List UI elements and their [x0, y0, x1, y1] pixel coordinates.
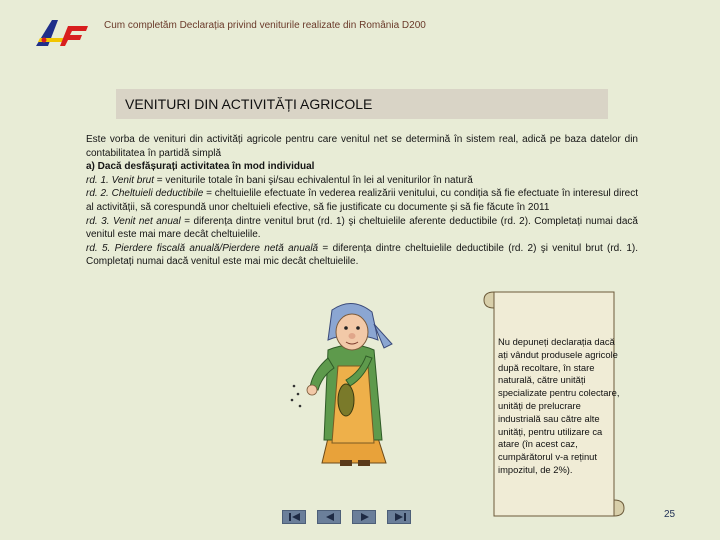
rd2-text: = cheltuielile efectuate în vederea realizării venitului, cu condiția să fie efectuate în interesul direct al activității, să corespundă unor cheltuieli efective, să fie justificate cu documente și să fie făcute în 2011: [86, 188, 638, 213]
rd1-label: rd. 1. Venit brut: [86, 174, 154, 186]
content-body: [86, 133, 638, 269]
last-slide-icon: [391, 512, 409, 522]
section-title: VENITURI DIN ACTIVITĂȚI AGRICOLE: [116, 89, 608, 119]
intro-paragraph: Este vorba de venituri din activități agricole pentru care venitul net se determină în sistem real, adică pe baza datelor din contabilitatea în partidă simplă: [86, 134, 638, 159]
individual-activity-heading: a) Dacă desfășurați activitatea în mod individual: [86, 161, 315, 173]
previous-slide-button[interactable]: [317, 510, 341, 524]
rd3-paragraph: [86, 215, 638, 242]
rd2-paragraph: [86, 187, 638, 214]
rd1-paragraph: [86, 174, 638, 188]
farmer-woman-illustration: [288, 288, 398, 468]
first-slide-button[interactable]: [282, 510, 306, 524]
next-slide-button[interactable]: [352, 510, 376, 524]
rd3-label: rd. 3. Venit net anual: [86, 215, 181, 227]
rd1-text: = veniturile totale în bani şi/sau echivalentul în lei al veniturilor în natură: [154, 174, 473, 186]
slide-navigation: [282, 510, 411, 524]
rd5-label: rd. 5. Pierdere fiscală anuală/Pierdere netă anuală: [86, 242, 319, 254]
last-slide-button[interactable]: [387, 510, 411, 524]
note-text: Nu depuneți declarația dacă ați vândut produsele agricole după recoltare, în stare naturală, către unități specializate pentru colectare, unități de prelucrare industrială sau către alte unități, pentru utilizare ca atare (în acest caz, cumpărătorul v-a reținut impozitul, de 2%).: [498, 336, 620, 475]
page-number: 25: [664, 509, 676, 520]
anaf-logo-icon: [34, 16, 94, 50]
rd2-label: rd. 2. Cheltuieli deductibile: [86, 188, 204, 200]
rd5-text: = diferența dintre cheltuielile deductibile (rd. 2) şi venitul brut (rd. 1). Completați numai dacă venitul este mai mic decât cheltuielile.: [86, 242, 639, 268]
rd5-paragraph: [86, 242, 638, 269]
next-slide-icon: [356, 512, 374, 522]
presentation-title: Cum completăm Declarația privind veniturile realizate din România D200: [104, 20, 426, 31]
first-slide-icon: [286, 512, 304, 522]
previous-slide-icon: [321, 512, 339, 522]
rd3-text: = diferența dintre venitul brut (rd. 1) şi cheltuielile aferente deductibile (rd. 2). Completați numai dacă venitul este mai mare decât cheltuielile.: [86, 215, 638, 241]
